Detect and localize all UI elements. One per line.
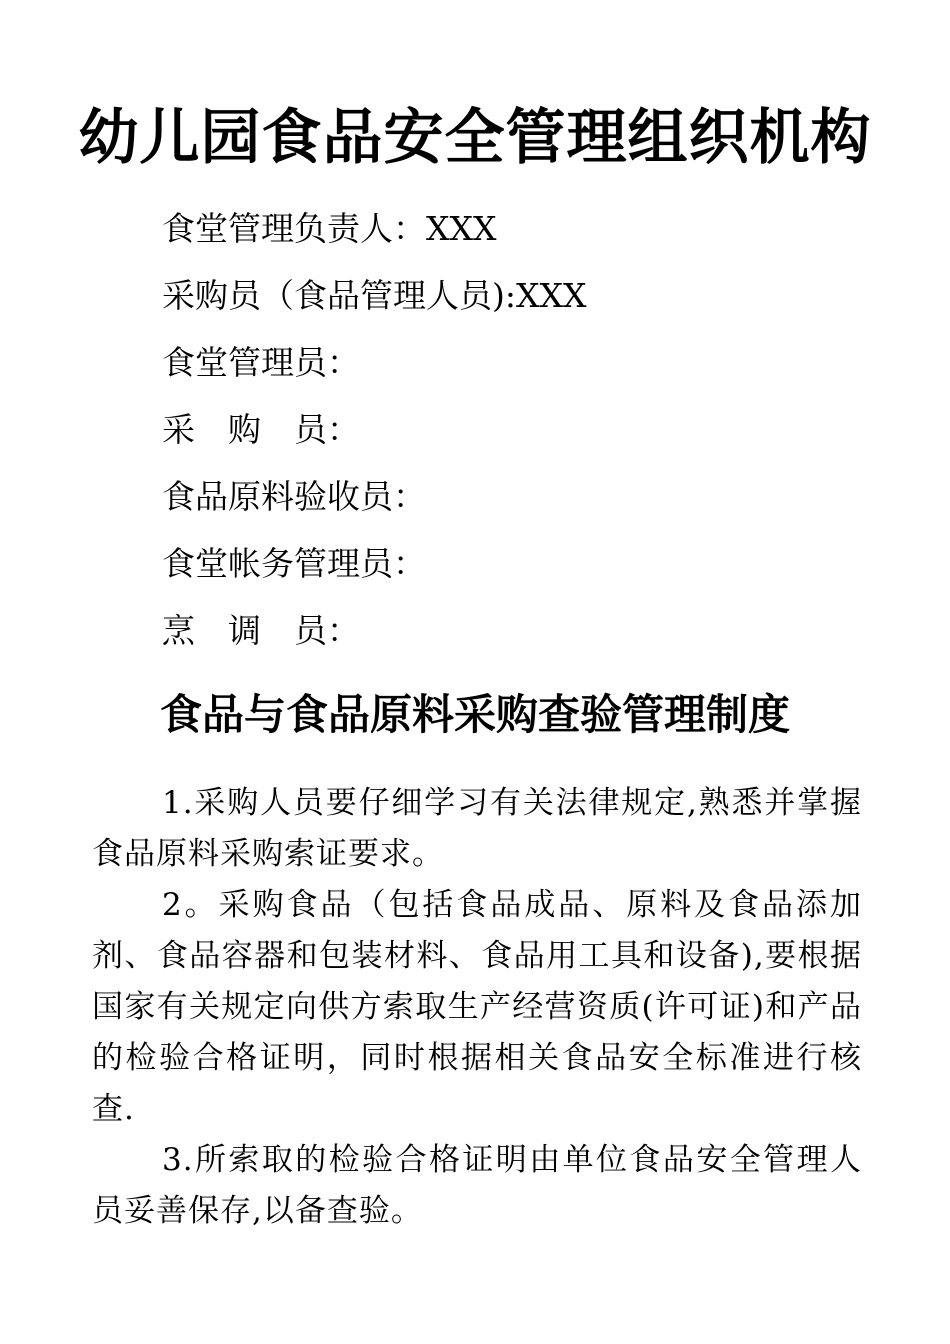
staff-item-cook: 烹 调 员：	[162, 611, 360, 650]
staff-item-inspector: 食品原料验收员：	[162, 477, 426, 516]
staff-item-canteen-manager-lead: 食堂管理负责人：XXX	[162, 209, 497, 248]
staff-item-accountant: 食堂帐务管理员：	[162, 544, 426, 583]
section-title: 食品与食品原料采购查验管理制度	[159, 690, 790, 739]
staff-list	[162, 200, 862, 669]
staff-item-purchaser: 采 购 员：	[162, 410, 360, 449]
staff-item-purchaser-food-manager: 采购员（食品管理人员):XXX	[162, 276, 587, 315]
paragraph-1: 1.采购人员要仔细学习有关法律规定,熟悉并掌握食品原料采购索证要求。	[92, 785, 862, 872]
page-title: 幼儿园食品安全管理组织机构	[78, 103, 872, 173]
paragraph-3: 3.所索取的检验合格证明由单位食品安全管理人员妥善保存,以备查验。	[92, 1142, 862, 1229]
staff-item-canteen-manager: 食堂管理员：	[162, 343, 360, 382]
regulation-body	[92, 778, 862, 1237]
paragraph-2: 2。采购食品（包括食品成品、原料及食品添加剂、食品容器和包装材料、食品用工具和设备),要根据国家有关规定向供方索取生产经营资质(许可证)和产品的检验合格证明，同时根据相关食品安全标准进行核查.	[92, 887, 862, 1127]
